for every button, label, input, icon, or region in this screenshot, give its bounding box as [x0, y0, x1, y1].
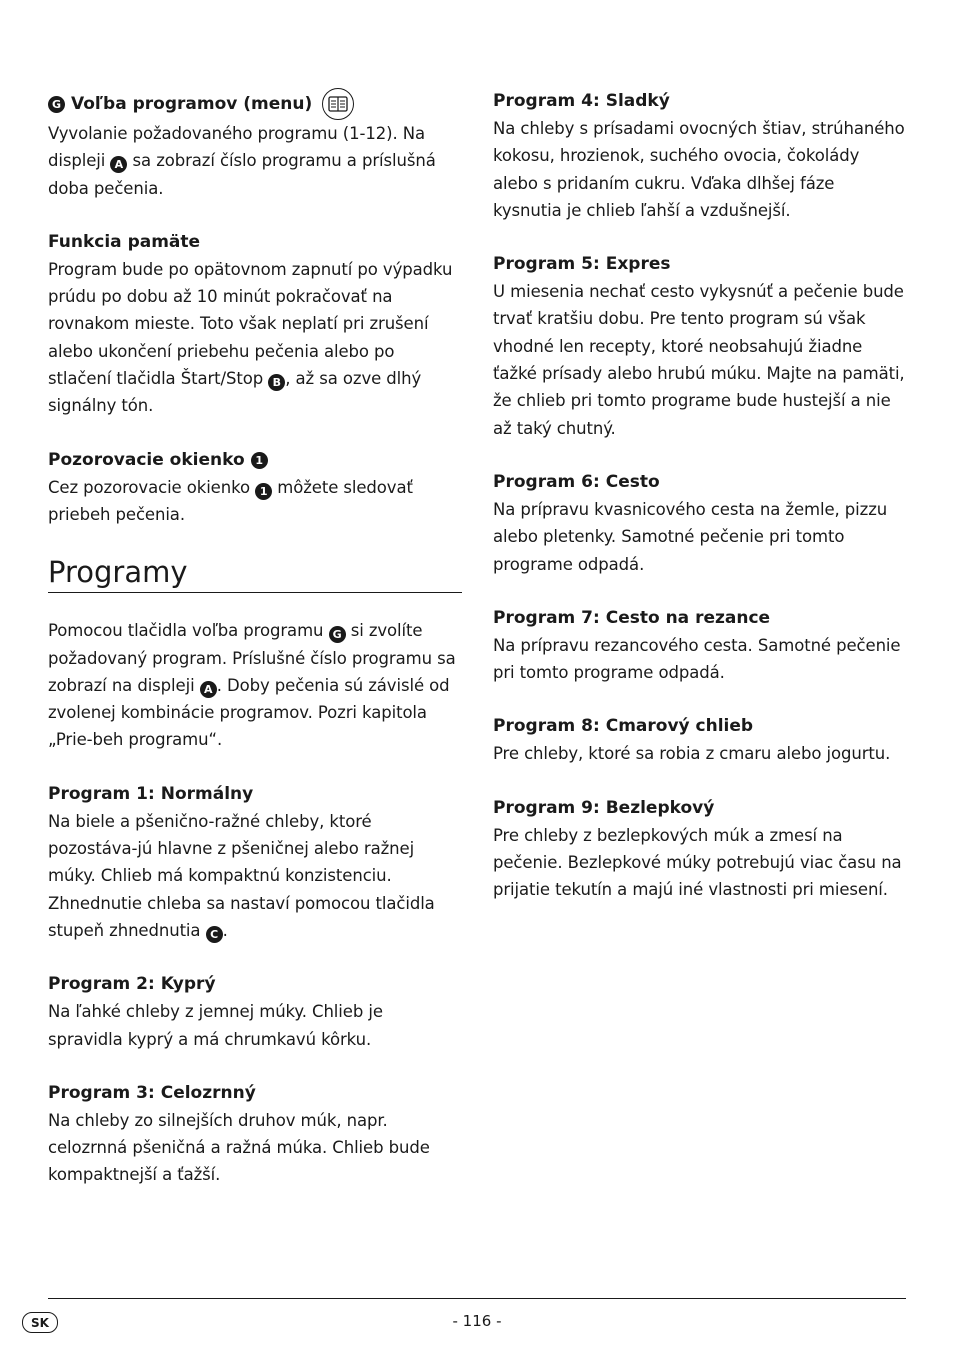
menu-text: Vyvolanie požadovaného programu (1-12). Na displeji A sa zobrazí číslo programu a príslušná doba pečenia. [48, 124, 436, 198]
footer-divider [48, 1298, 906, 1299]
section-program-2 [48, 971, 462, 1053]
section-title [48, 88, 462, 120]
badge-1-icon: 1 [255, 483, 272, 500]
section-program-3 [48, 1080, 462, 1189]
section-window [48, 447, 462, 529]
memory-text: Program bude po opätovnom zapnutí po výpadku prúdu po dobu až 10 minút pokračovať na rovnakom mieste. Toto však neplatí pri zrušení alebo ukončení priebehu pečenia alebo po stlačení tlačidla Štart/Stop B , až sa ozve dlhý signálny tón. [48, 259, 453, 416]
section-program-9 [493, 795, 905, 904]
section-title: Program 3: Celozrnný [48, 1082, 256, 1103]
badge-a-icon: A [110, 156, 127, 173]
section-title: Program 4: Sladký [493, 91, 670, 111]
badge-a-icon: A [200, 681, 217, 698]
section-program-1 [48, 781, 462, 944]
section-memory [48, 229, 462, 420]
program-4-text: Na chleby s prísadami ovocných štiav, strúhaného kokosu, hrozienok, suchého ovocia, čokolády alebo s pridaním cukru. Vďaka dlhšej fáze kysnutia je chlieb ľahší a vzdušnejší. [493, 119, 905, 220]
badge-g-icon: G [48, 96, 65, 113]
section-title: Program 5: Expres [493, 254, 671, 275]
programy-text: Pomocou tlačidla voľba programu G si zvolíte požadovaný program. Príslušné číslo programu sa zobrazí na displeji A . Doby pečenia sú závislé od zvolenej kombinácie programov. Pozri kapitola „Prie-beh programu“. [48, 621, 456, 750]
badge-g-icon: G [329, 626, 346, 643]
section-title: Program 2: Kyprý [48, 974, 216, 995]
section-title: Funkcia pamäte [48, 231, 201, 252]
program-1-text: Na biele a pšenično-ražné chleby, ktoré pozostáva-jú hlavne z pšeničnej alebo ražnej múky. Chlieb má kompaktnú konzistenciu. Zhnednutie chleba sa nastaví pomocou tlačidla stupeň zhnednutia C . [48, 808, 462, 944]
section-title: Program 6: Cesto [493, 471, 660, 492]
right-column [493, 88, 905, 931]
badge-b-icon: B [268, 374, 285, 391]
page-number: - 116 - [452, 1312, 502, 1330]
section-program-8 [493, 713, 905, 767]
section-title: Program 9: Bezlepkový [493, 797, 715, 818]
badge-c-icon: C [206, 926, 223, 943]
program-3-text: Na chleby zo silnejších druhov múk, napr. celozrnná pšeničná a ražná múka. Chlieb bude kompaktnejší a ťažší. [48, 1110, 430, 1185]
section-title: Program 1: Normálny [48, 783, 254, 804]
page-title: Programy [48, 555, 462, 593]
program-7-text: Na prípravu rezancového cesta. Samotné pečenie pri tomto programe odpadá. [493, 635, 901, 683]
program-8-text: Pre chleby, ktoré sa robia z cmaru alebo jogurtu. [493, 744, 891, 764]
program-6-text: Na prípravu kvasnicového cesta na žemle, pizzu alebo pletenky. Samotné pečenie pri tomto programe odpadá. [493, 499, 888, 574]
badge-1-icon: 1 [251, 452, 268, 469]
window-title: Pozorovacie okienko [48, 449, 245, 470]
program-5-text: U miesenia nechať cesto vykysnúť a pečenie bude trvať kratšiu dobu. Pre tento program sú však vhodné len recepty, ktoré neobsahujú žiadne ťažké prísady alebo hrubú múku. Majte na pamäti, že chlieb pri tomto programe bude hustejší a nie až taký chutný. [493, 282, 905, 438]
book-menu-icon [322, 88, 354, 120]
menu-title: Voľba programov (menu) [71, 93, 313, 114]
section-program-7 [493, 605, 905, 687]
section-program-4 [493, 88, 905, 224]
section-menu [48, 88, 462, 202]
language-badge: SK [22, 1312, 58, 1333]
section-program-6 [493, 469, 905, 578]
section-title: Program 7: Cesto na rezance [493, 607, 771, 628]
left-column [48, 88, 462, 1216]
section-title: Program 8: Cmarový chlieb [493, 716, 754, 737]
program-2-text: Na ľahké chleby z jemnej múky. Chlieb je spravidla kyprý a má chrumkavú kôrku. [48, 1002, 383, 1049]
program-9-text: Pre chleby z bezlepkových múk a zmesí na pečenie. Bezlepkové múky potrebujú viac času na prijatie tekutín a majú iné vlastnosti pri miesení. [493, 825, 902, 900]
section-program-5 [493, 251, 905, 442]
window-text: Cez pozorovacie okienko 1 môžete sledovať priebeh pečenia. [48, 477, 413, 524]
section-title [48, 447, 462, 474]
section-programy [48, 617, 462, 753]
